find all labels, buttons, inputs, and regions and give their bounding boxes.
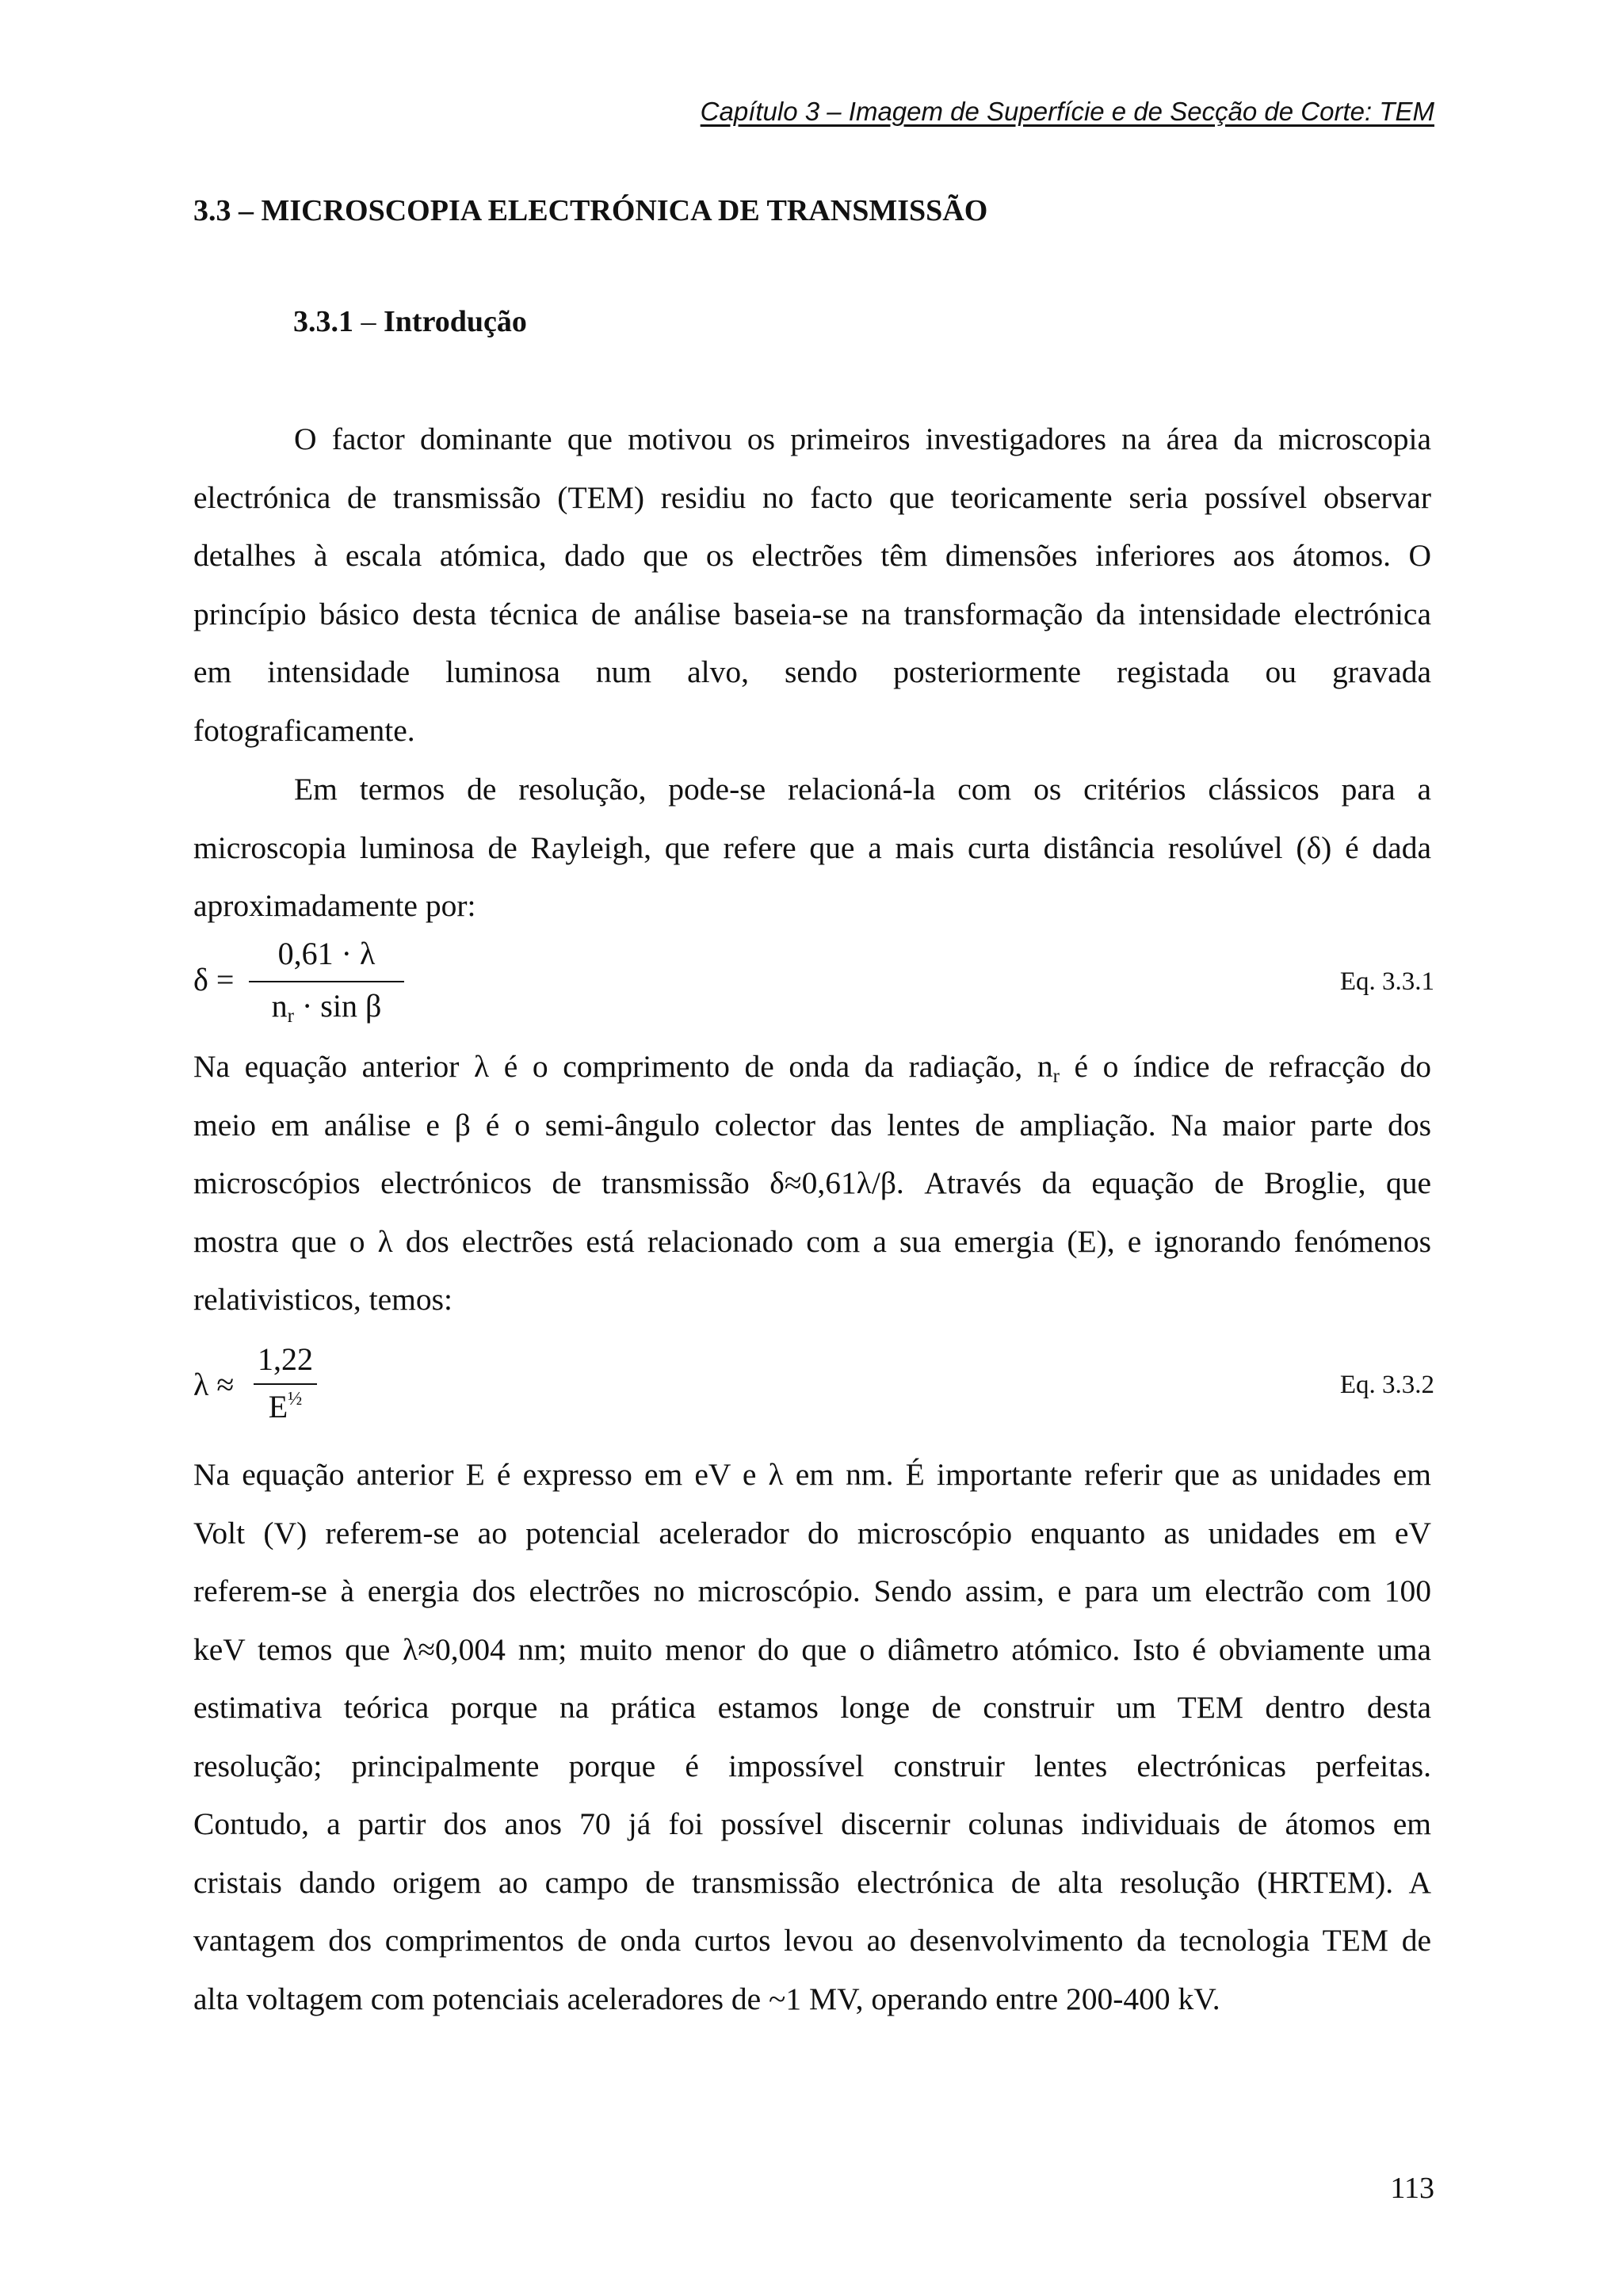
paragraph-line: resolução; principalmente porque é impossível construir lentes electrónicas perfeitas.: [193, 1748, 1431, 1783]
section-title: 3.3 – MICROSCOPIA ELECTRÓNICA DE TRANSMISSÃO: [193, 194, 988, 227]
equation-wavelength: [193, 1339, 510, 1434]
equation-label: Eq. 3.3.1: [1339, 967, 1434, 996]
paragraph-equation-notes: [193, 1038, 1431, 1329]
paragraph-line: meio em análise e β é o semi-ângulo colector das lentes de ampliação. Na maior parte dos: [193, 1107, 1431, 1142]
paragraph-line: alta voltagem com potenciais aceleradores de ~1 MV, operando entre 200-400 kV.: [193, 1981, 1220, 2016]
paragraph-line: estimativa teórica porque na prática estamos longe de construir um TEM dentro desta: [193, 1690, 1431, 1725]
paragraph-line: Na equação anterior λ é o comprimento de onda da radiação, $n_r$ é o índice de refracção do: [193, 1049, 1431, 1087]
paragraph-line: cristais dando origem ao campo de transmissão electrónica de alta resolução (HRTEM). A: [193, 1864, 1431, 1900]
paragraph-line: Volt (V) referem-se ao potencial acelerador do microscópio enquanto as unidades em eV: [193, 1515, 1431, 1550]
equation-lhs: λ ≈: [193, 1367, 235, 1402]
paragraph-electron-wavelength: [193, 1446, 1431, 2028]
equation-rayleigh: [193, 932, 669, 1035]
fraction-bar: [254, 1383, 317, 1385]
paragraph-line: em intensidade luminosa num alvo, sendo posteriormente registada ou gravada: [193, 654, 1431, 689]
running-header: Capítulo 3 – Imagem de Superfície e de Secção de Corte: TEM: [700, 97, 1434, 126]
paragraph-line: vantagem dos comprimentos de onda curtos levou ao desenvolvimento da tecnologia TEM de: [193, 1923, 1431, 1958]
paragraph-line: keV temos que λ≈0,004 nm; muito menor do que o diâmetro atómico. Isto é obviamente uma: [193, 1631, 1431, 1667]
equation-lhs: δ =: [193, 962, 235, 997]
paragraph-line: referem-se à energia dos electrões no microscópio. Sendo assim, e para um electrão com 100: [193, 1573, 1431, 1608]
subsection-dash: –: [361, 305, 376, 338]
paragraph-line: Na equação anterior E é expresso em eV e λ em nm. É importante referir que as unidades em: [193, 1457, 1431, 1492]
paragraph-line: aproximadamente por:: [193, 888, 476, 923]
equation-fraction: [249, 932, 404, 1035]
equation-denominator: $E^{\frac{1}{2}}$: [268, 1389, 303, 1425]
equation-denominator: $n_r \cdot \sin \beta$: [271, 988, 382, 1027]
paragraph-line: microscopia luminosa de Rayleigh, que refere que a mais curta distância resolúvel (δ) é dada: [193, 830, 1431, 865]
subsection-title: [293, 304, 527, 339]
fraction-bar: [249, 981, 404, 982]
paragraph-line: relativisticos, temos:: [193, 1282, 453, 1317]
paragraph-line: princípio básico desta técnica de análise baseia-se na transformação da intensidade electrónica: [193, 596, 1431, 631]
equation-fraction: [254, 1339, 317, 1434]
paragraph-resolution: [193, 761, 1431, 936]
paragraph-line: electrónica de transmissão (TEM) residiu no facto que teoricamente seria possível observar: [193, 479, 1431, 515]
equation-numerator: 1,22: [258, 1341, 313, 1377]
paragraph-line: Em termos de resolução, pode-se relacioná-la com os critérios clássicos para a: [294, 772, 1431, 807]
paragraph-line: Contudo, a partir dos anos 70 já foi possível discernir colunas individuais de átomos em: [193, 1806, 1431, 1841]
page-number: 113: [1390, 2172, 1434, 2205]
paragraph-intro: [193, 410, 1431, 760]
paragraph-line: O factor dominante que motivou os primeiros investigadores na área da microscopia: [294, 421, 1431, 456]
subsection-number: 3.3.1: [293, 305, 353, 338]
paragraph-line: mostra que o λ dos electrões está relacionado com a sua emergia (E), e ignorando fenómenos: [193, 1223, 1431, 1259]
paragraph-line: detalhes à escala atómica, dado que os electrões têm dimensões inferiores aos átomos. O: [193, 538, 1431, 573]
subsection-label: Introdução: [384, 305, 527, 338]
equation-label: Eq. 3.3.2: [1339, 1371, 1434, 1399]
equation-numerator: 0,61 · λ: [277, 936, 376, 971]
paragraph-line: fotograficamente.: [193, 712, 415, 748]
paragraph-line: microscópios electrónicos de transmissão δ≈0,61λ/β. Através da equação de Broglie, que: [193, 1165, 1431, 1200]
